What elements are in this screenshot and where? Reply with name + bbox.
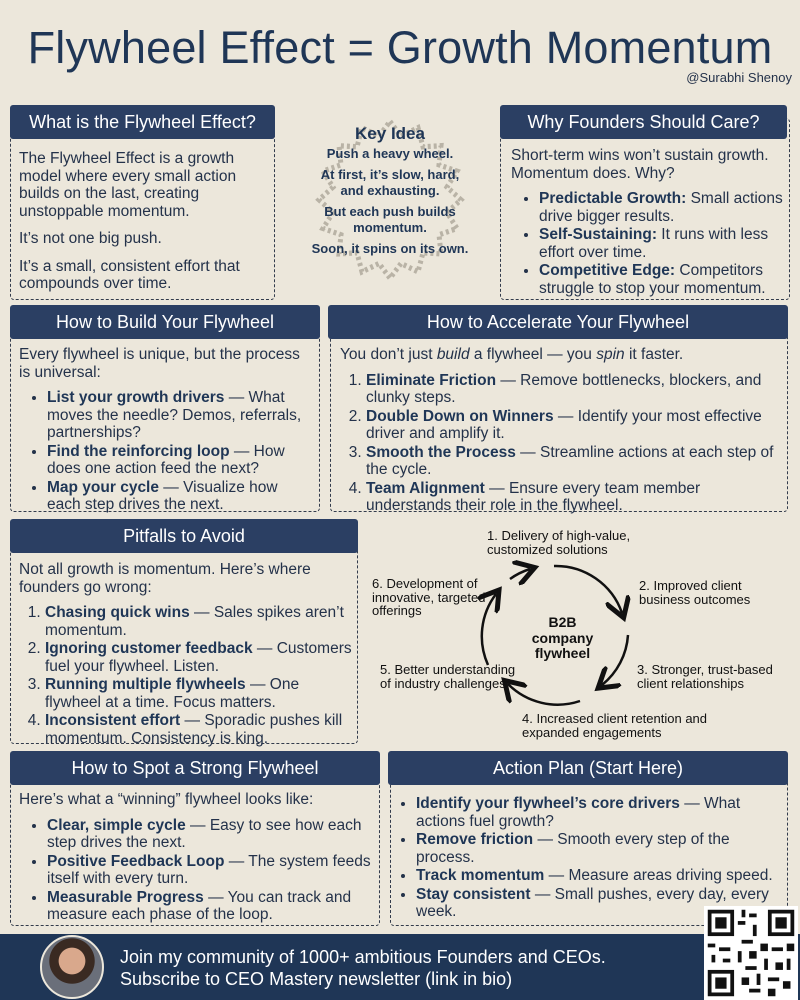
list-item: 2. Ignoring customer feedback — Customers fuel your flywheel. Listen. [45, 640, 354, 675]
key-idea-title: Key Idea [355, 124, 425, 143]
qr-code-icon[interactable] [704, 906, 798, 1000]
list-item: 4. Inconsistent effort — Sporadic pushes kill momentum. Consistency is king. [45, 712, 354, 747]
footer-banner [0, 934, 800, 1000]
footer-line2: Subscribe to CEO Mastery newsletter (link in bio) [120, 969, 513, 989]
author-handle: @Surabhi Shenoy [686, 70, 792, 85]
flywheel-step-6: 6. Development of innovative, targeted offerings [372, 576, 486, 618]
accel-header: How to Accelerate Your Flywheel [328, 305, 788, 339]
flywheel-step-2: 2. Improved client business outcomes [639, 578, 751, 607]
spot-header: How to Spot a Strong Flywheel [10, 751, 380, 785]
build-intro: Every flywheel is unique, but the process is universal: [19, 346, 300, 381]
why-intro: Short-term wins won’t sustain growth. Momentum does. Why? [511, 147, 769, 182]
list-item: • Map your cycle — Visualize how each step drives the next. [47, 479, 314, 514]
list-item: • Find the reinforcing loop — How does one action feed the next? [47, 443, 314, 478]
list-item: 4. Team Alignment — Ensure every team member understands their role in the flywheel. [366, 480, 780, 515]
list-item: • Positive Feedback Loop — The system feeds itself with every turn. [47, 853, 374, 888]
build-body [19, 346, 314, 515]
what-p2: It’s not one big push. [19, 230, 162, 247]
why-body [511, 147, 786, 298]
spot-body [19, 791, 374, 925]
key-idea-badge [300, 100, 480, 290]
what-p1: The Flywheel Effect is a growth model where every small action builds on the last, creating unstoppable momentum. [19, 150, 237, 220]
list-item: • Clear, simple cycle — Easy to see how each step drives the next. [47, 817, 374, 852]
cycle-arrow [602, 635, 628, 685]
list-item: • Remove friction — Smooth every step of the process. [416, 831, 778, 866]
list-item: 1. Eliminate Friction — Remove bottlenecks, blockers, and clunky steps. [366, 372, 780, 407]
flywheel-center-label: B2B company flywheel [531, 614, 594, 661]
accel-intro: You don’t just build a flywheel — you spin it faster. [340, 346, 684, 363]
what-header: What is the Flywheel Effect? [10, 105, 275, 139]
list-item: 3. Smooth the Process — Streamline actions at each step of the cycle. [366, 444, 780, 479]
flywheel-step-3: 3. Stronger, trust-based client relationships [637, 662, 773, 691]
accel-body [340, 346, 780, 516]
footer-line1: Join my community of 1000+ ambitious Founders and CEOs. [120, 947, 606, 967]
action-header: Action Plan (Start Here) [388, 751, 788, 785]
page-title: Flywheel Effect = Growth Momentum [27, 22, 773, 73]
pitfalls-intro: Not all growth is momentum. Here’s where founders go wrong: [19, 561, 311, 596]
list-item: • Predictable Growth: Small actions drive bigger results. [539, 190, 786, 225]
list-item: • Self-Sustaining: It runs with less effort over time. [539, 226, 786, 261]
flywheel-step-5: 5. Better understanding of industry challenges [380, 662, 516, 691]
what-body [19, 150, 269, 303]
list-item: • List your growth drivers — What moves the needle? Demos, referrals, partnerships? [47, 389, 314, 442]
spot-intro: Here’s what a “winning” flywheel looks like: [19, 791, 314, 808]
key-idea-line1: Push a heavy wheel. [326, 145, 454, 161]
list-item: • Identify your flywheel’s core drivers — What actions fuel growth? [416, 795, 778, 830]
list-item: • Stay consistent — Small pushes, every day, every week. [416, 886, 778, 921]
list-item: • Track momentum — Measure areas driving speed. [416, 867, 778, 885]
flywheel-step-4: 4. Increased client retention and expanded engagements [522, 711, 708, 740]
action-body [388, 795, 778, 922]
list-item: 3. Running multiple flywheels — One flywheel at a time. Focus matters. [45, 676, 354, 711]
what-p3: It’s a small, consistent effort that compounds over time. [19, 257, 240, 292]
build-header: How to Build Your Flywheel [10, 305, 320, 339]
list-item: • Measurable Progress — You can track and measure each phase of the loop. [47, 889, 374, 924]
list-item: 2. Double Down on Winners — Identify your most effective driver and amplify it. [366, 408, 780, 443]
key-idea-line4: Soon, it spins on its own. [311, 241, 469, 256]
pitfalls-body [19, 561, 354, 748]
cycle-arrow [510, 569, 530, 579]
avatar [40, 935, 104, 999]
why-header: Why Founders Should Care? [500, 105, 787, 139]
pitfalls-header: Pitfalls to Avoid [10, 519, 358, 553]
list-item: 1. Chasing quick wins — Sales spikes aren’t momentum. [45, 604, 354, 639]
cycle-arrow [554, 566, 622, 613]
key-idea-line2: At first, it’s slow, hard, and exhausting. [320, 167, 460, 198]
flywheel-step-1: 1. Delivery of high-value, customized solutions [487, 528, 631, 557]
list-item: • Competitive Edge: Competitors struggle to stop your momentum. [539, 262, 786, 297]
key-idea-line3: But each push builds momentum. [324, 204, 456, 235]
